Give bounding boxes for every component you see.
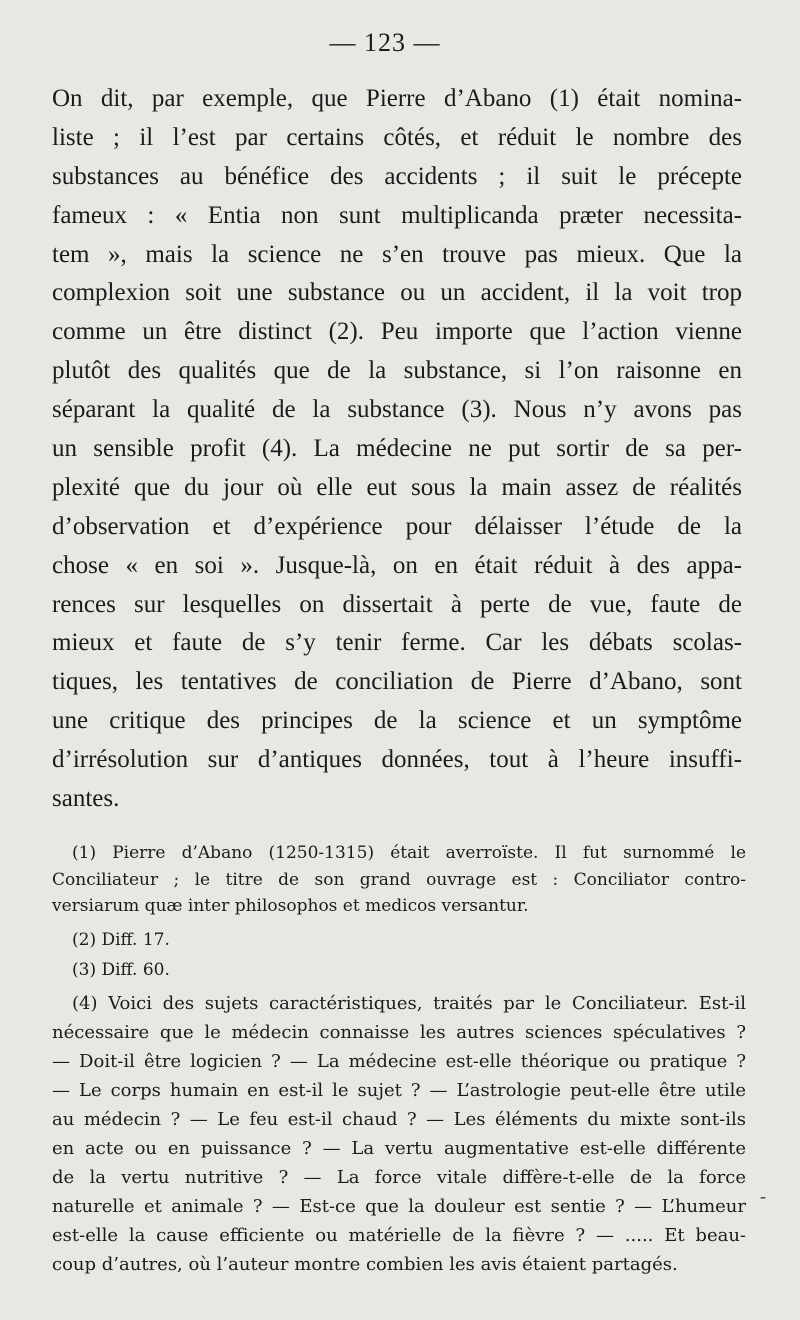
body-line: complexion soit une substance ou un accident, il la voit trop xyxy=(52,279,742,307)
margin-mark: - xyxy=(760,1186,766,1206)
footnote-line: Conciliateur ; le titre de son grand ouvrage est : Conciliator contro- xyxy=(52,869,746,890)
footnotes xyxy=(52,840,746,1279)
footnote-line: — Le corps humain en est-il le sujet ? — L’astrologie peut-elle être utile xyxy=(52,1079,746,1101)
body-line: tem », mais la science ne s’en trouve pas mieux. Que la xyxy=(52,240,742,268)
footnote-line: de la vertu nutritive ? — La force vitale diffère-t-elle de la force xyxy=(52,1166,746,1188)
footnote-line: en acte ou en puissance ? — La vertu augmentative est-elle différente xyxy=(52,1137,746,1159)
body-line: une critique des principes de la science et un symptôme xyxy=(52,707,742,735)
footnote-line: coup d’autres, où l’auteur montre combien les avis étaient partagés. xyxy=(52,1253,678,1275)
body-line: liste ; il l’est par certains côtés, et réduit le nombre des xyxy=(52,123,742,151)
footnote-line: nécessaire que le médecin connaisse les autres sciences spéculatives ? xyxy=(52,1021,746,1043)
body-line: plexité que du jour où elle eut sous la main assez de réalités xyxy=(52,473,742,501)
footnote-2: (2) Diff. 17. xyxy=(72,929,170,950)
body-line: tiques, les tentatives de conciliation de Pierre d’Abano, sont xyxy=(52,668,742,696)
body-line: comme un être distinct (2). Peu importe que l’action vienne xyxy=(52,318,742,346)
footnote-line: est-elle la cause efficiente ou matérielle de la fièvre ? — ..... Et beau- xyxy=(52,1224,746,1246)
main-paragraph xyxy=(52,80,742,819)
body-line: séparant la qualité de la substance (3). Nous n’y avons pas xyxy=(52,396,742,424)
body-line: rences sur lesquelles on dissertait à perte de vue, faute de xyxy=(52,590,742,618)
body-line: d’irrésolution sur d’antiques données, tout à l’heure insuffi- xyxy=(52,746,742,774)
footnote-line: naturelle et animale ? — Est-ce que la douleur est sentie ? — L’humeur xyxy=(52,1195,746,1217)
body-line: santes. xyxy=(52,785,120,813)
footnote-4 xyxy=(52,989,746,1279)
footnote-3: (3) Diff. 60. xyxy=(72,959,170,980)
footnote-line: au médecin ? — Le feu est-il chaud ? — Les éléments du mixte sont-ils xyxy=(52,1108,746,1130)
footnote-1 xyxy=(52,840,746,920)
body-line: fameux : « Entia non sunt multiplicanda præter necessita- xyxy=(52,201,742,229)
body-line: substances au bénéfice des accidents ; il suit le précepte xyxy=(52,162,742,190)
footnote-line: (4) Voici des sujets caractéristiques, traités par le Conciliateur. Est-il xyxy=(72,992,746,1014)
body-line: chose « en soi ». Jusque-là, on en était réduit à des appa- xyxy=(52,551,742,579)
body-line: mieux et faute de s’y tenir ferme. Car les débats scolas- xyxy=(52,629,742,657)
body-line: On dit, par exemple, que Pierre d’Abano (1) était nomina- xyxy=(52,85,742,112)
footnote-line: versiarum quæ inter philosophos et medicos versantur. xyxy=(52,896,529,916)
body-line: plutôt des qualités que de la substance, si l’on raisonne en xyxy=(52,357,742,385)
page-number: — 123 — xyxy=(329,28,441,57)
footnote-line: — Doit-il être logicien ? — La médecine est-elle théorique ou pratique ? xyxy=(52,1050,746,1072)
footnote-line: (1) Pierre d’Abano (1250-1315) était averroïste. Il fut surnommé le xyxy=(72,843,746,863)
body-line: d’observation et d’expérience pour délaisser l’étude de la xyxy=(52,512,742,540)
body-line: un sensible profit (4). La médecine ne put sortir de sa per- xyxy=(52,435,742,463)
